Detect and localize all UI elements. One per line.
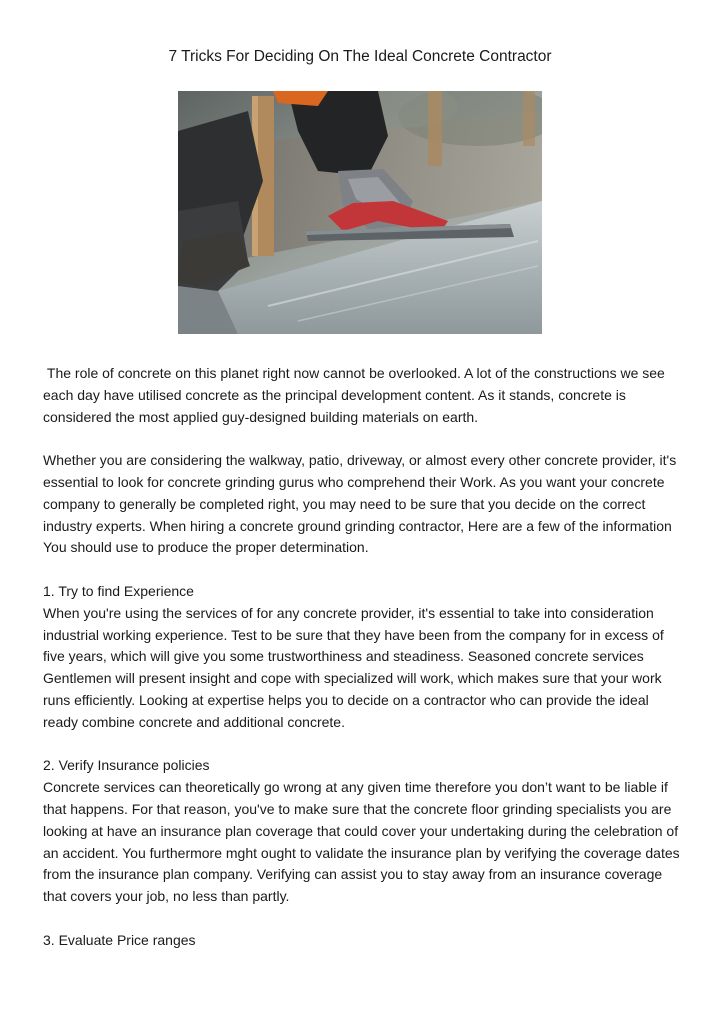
photo-illustration <box>178 91 542 334</box>
section-text-insurance: Concrete services can theoretically go wrong at any given time therefore you don’t want to be liable if that happens. For that reason, you've to make sure that the concrete floor grinding specialists you are looking at have an insurance plan coverage that could cover your undertaking during the celebration of an accident. You furthermore mght ought to validate the insurance plan by verifying the coverage dates from the insurance plan company. Verifying can assist you to stay away from an insurance coverage that covers your job, no less than partly. <box>43 779 680 905</box>
section-heading-experience: 1. Try to find Experience <box>43 582 194 599</box>
intro-paragraph: The role of concrete on this planet right now cannot be overlooked. A lot of the constructions we see each day have utilised concrete as the principal development content. As it stands, concrete is considered the most applied guy-designed building materials on earth. <box>43 365 669 425</box>
section-heading-price: 3. Evaluate Price ranges <box>43 931 196 948</box>
section-text-experience: When you're using the services of for any concrete provider, it's essential to take into consideration industrial working experience. Test to be sure that they have been from the company for in excess of five years, which will give you some trustworthiness and steadiness. Seasoned concrete services Gentlemen will present insight and cope with specialized will work, which makes sure that your work runs efficiently. Looking at expertise helps you to decide on a contractor who can provide the ideal ready combine concrete and additional concrete. <box>43 604 664 730</box>
page-title: 7 Tricks For Deciding On The Ideal Concrete Contractor <box>168 48 552 65</box>
article-body <box>43 363 683 952</box>
second-paragraph: Whether you are considering the walkway, patio, driveway, or almost every other concrete provider, it's essential to look for concrete grinding gurus who comprehend their Work. As you want your concrete company to generally be completed right, you may need to be sure that you decide on the correct industry experts. When hiring a concrete ground grinding contractor, Here are a few of the information You should use to produce the proper determination. <box>43 452 677 556</box>
concrete-trowel-photo <box>178 91 542 334</box>
section-heading-insurance: 2. Verify Insurance policies <box>43 757 210 774</box>
